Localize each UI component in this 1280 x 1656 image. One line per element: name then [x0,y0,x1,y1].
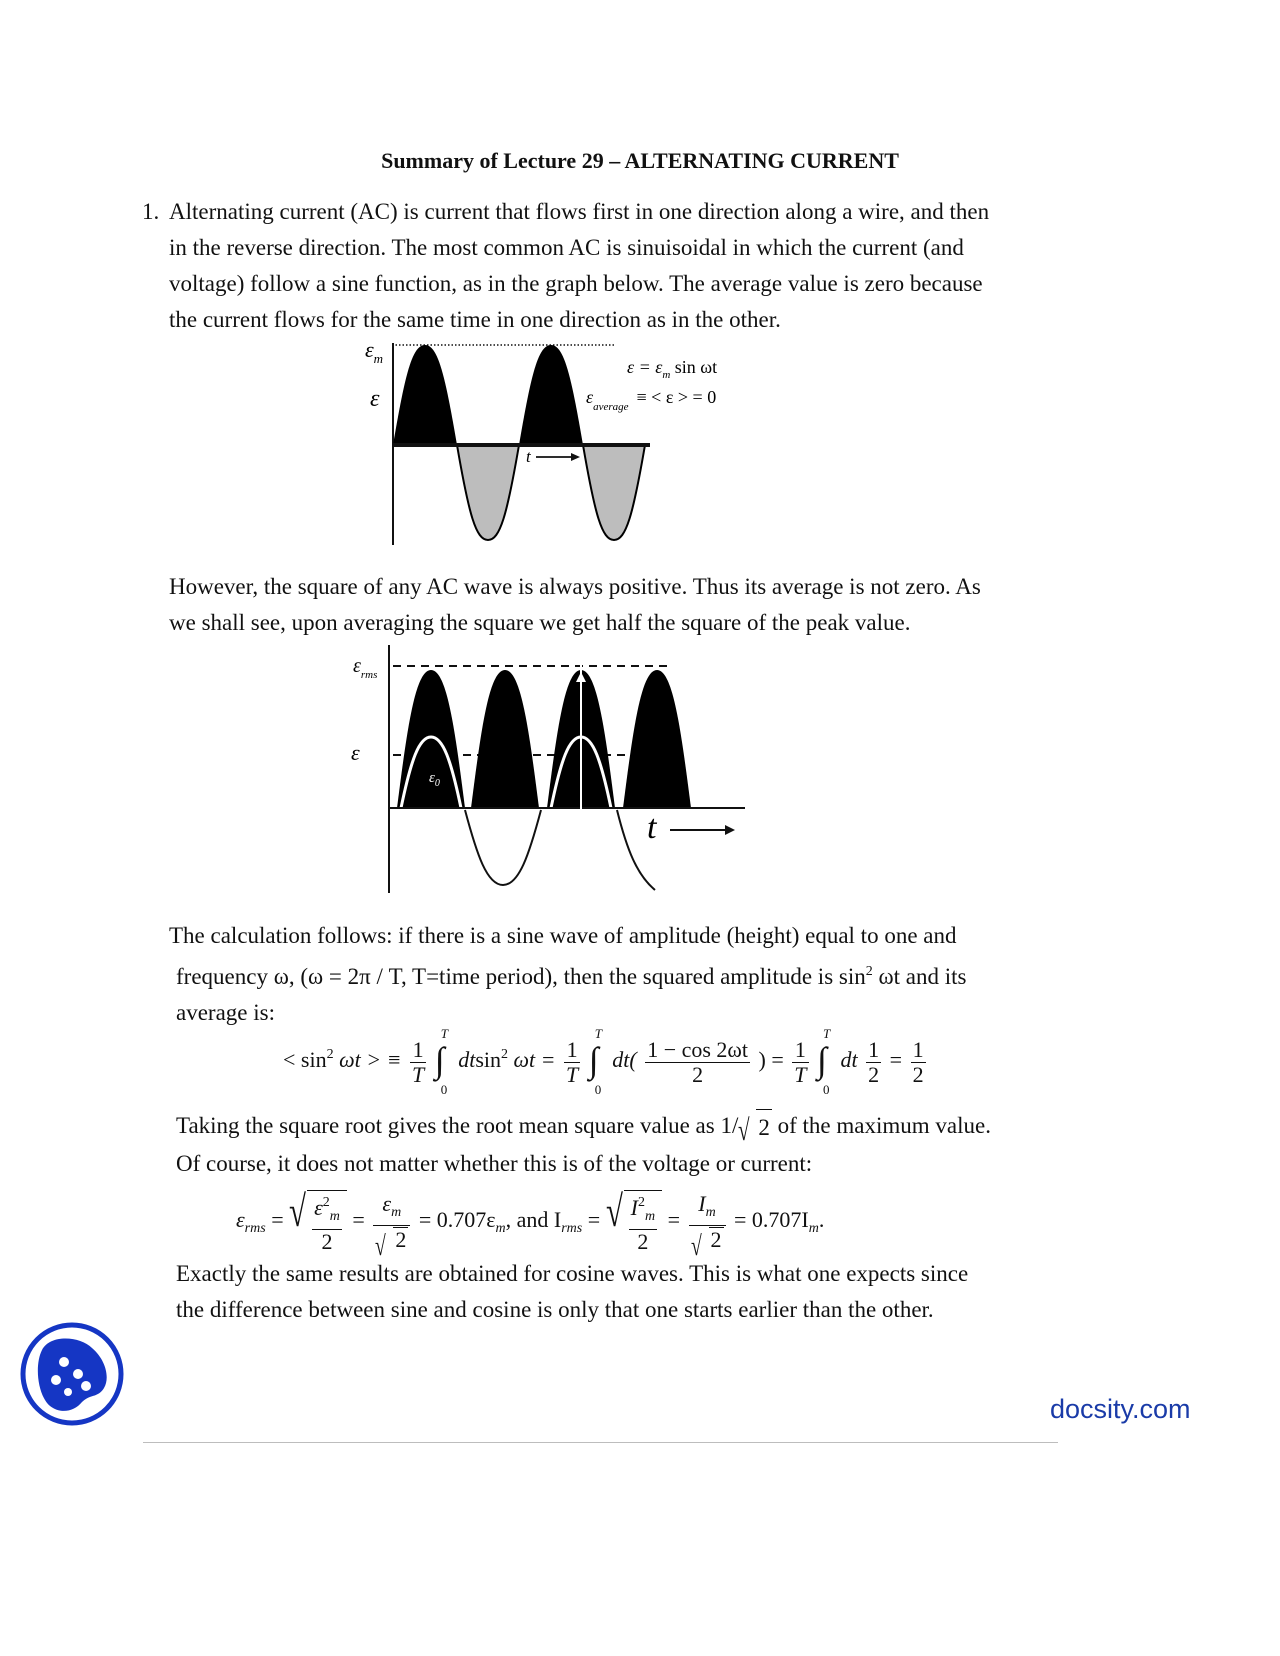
text-line: we shall see, upon averaging the square we get half the square of the peak value. [169,610,911,635]
page-title: Summary of Lecture 29 – ALTERNATING CURRENT [381,148,899,173]
squared-hump [471,670,539,808]
text-line: in the reverse direction. The most common AC is sinuisoidal in which the current (and [169,235,964,260]
squared-hump [623,670,691,808]
text-line: Exactly the same results are obtained for cosine waves. This is what one expects since [176,1261,969,1286]
integral-icon: T ∫ 0 [434,1026,448,1097]
text-line: However, the square of any AC wave is always positive. Thus its average is not zero. As [169,574,981,599]
text-line: the difference between sine and cosine is only that one starts earlier than the other. [176,1297,934,1322]
paragraph-cosine [176,1256,968,1328]
docsity-link[interactable]: docsity.com [1050,1394,1191,1424]
text-line: the current flows for the same time in one direction as in the other. [169,307,781,332]
negative-lobe [583,445,645,540]
arrowhead-icon [725,825,735,835]
item-1-paragraph [142,194,990,338]
sqrt-icon: √ $\frac{\varepsilon^2_m}{2}$ [289,1190,347,1254]
sine-equation: $\varepsilon = \varepsilon_m$ sin ωt [627,357,718,381]
sqrt-icon: √ 2 [690,1227,722,1263]
item-number: 1. [142,199,160,224]
sine-wave-figure [360,335,800,550]
e-label: ε [351,740,360,765]
paragraph-calculation [169,918,966,1031]
text-line: average is: [176,1000,275,1025]
arrowhead-icon [571,453,580,461]
paragraph-square-wave [169,569,981,641]
text-line: The calculation follows: if there is a sine wave of amplitude (height) equal to one and [169,923,957,948]
squared-wave-figure [345,640,745,900]
rms-label: $\varepsilon_{rms}$ [353,655,378,681]
e0-squared-label: $\varepsilon^2$ 0 [601,679,620,717]
average-sin-squared-equation: < $\sin^2 \omega t$ > ≡ $\frac{1}{T}$ T ∫ 0 dtsin$^2$ ωt = $\frac{1}{T}$ T ∫ 0 dt( $\frac{1 - \cos 2\omega t}{2}$ ) = $\frac{1}{T}$ T ∫ 0 dt $\frac{1}{2}$ = $\frac{1}{2}$ [283,1026,924,1097]
docsity-logo-icon [20,1322,124,1426]
text-line: Taking the square root gives the root mean square value as 1/ √ 2 of the maximum value. [176,1108,991,1146]
text-line: voltage) follow a sine function, as in the graph below. The average value is zero because [169,271,983,296]
integral-icon: T ∫ 0 [588,1026,602,1097]
negative-sine [465,810,541,885]
text-line: frequency ω, (ω = 2π / T, T=time period), then the squared amplitude is $\sin^2 \omega t$ and its [176,964,967,989]
positive-lobe [393,345,457,445]
sqrt-icon: √ 2 [738,1109,772,1146]
arrow-down-icon [576,812,586,822]
sqrt-icon: √ $\frac{I^2_m}{2}$ [606,1190,662,1254]
positive-lobe [519,345,583,445]
text-line: Alternating current (AC) is current that flows first in one direction along a wire, and then [169,199,990,224]
t-label: t [526,447,531,466]
sqrt-icon: √ 2 [375,1227,407,1263]
text-line: Of course, it does not matter whether this is of the voltage or current: [176,1151,813,1177]
e0-label: $\varepsilon_0$ [429,770,440,789]
squared-hump [397,670,465,808]
t-label: t [647,809,657,846]
footer-divider [143,1442,1058,1443]
rms-equation: $\varepsilon_{rms}$ = √ $\frac{\varepsilon^2_m}{2}$ = $\varepsilon_m$ √ 2 = $0.707\varepsilon_m$, and $I_{rms}$ = √ $\frac{I^2_m}{2}$ = $I_m$ √ 2 = $0.707I_m$. [236,1187,825,1263]
integral-icon: T ∫ 0 [817,1026,831,1097]
average-equation: $\varepsilon_{average}$ ≡ < ε > = 0 [586,387,717,413]
negative-lobe [457,445,519,540]
em-label: $\varepsilon_m$ [365,337,384,366]
e-label: ε [370,386,380,412]
paragraph-rms [176,1108,991,1182]
